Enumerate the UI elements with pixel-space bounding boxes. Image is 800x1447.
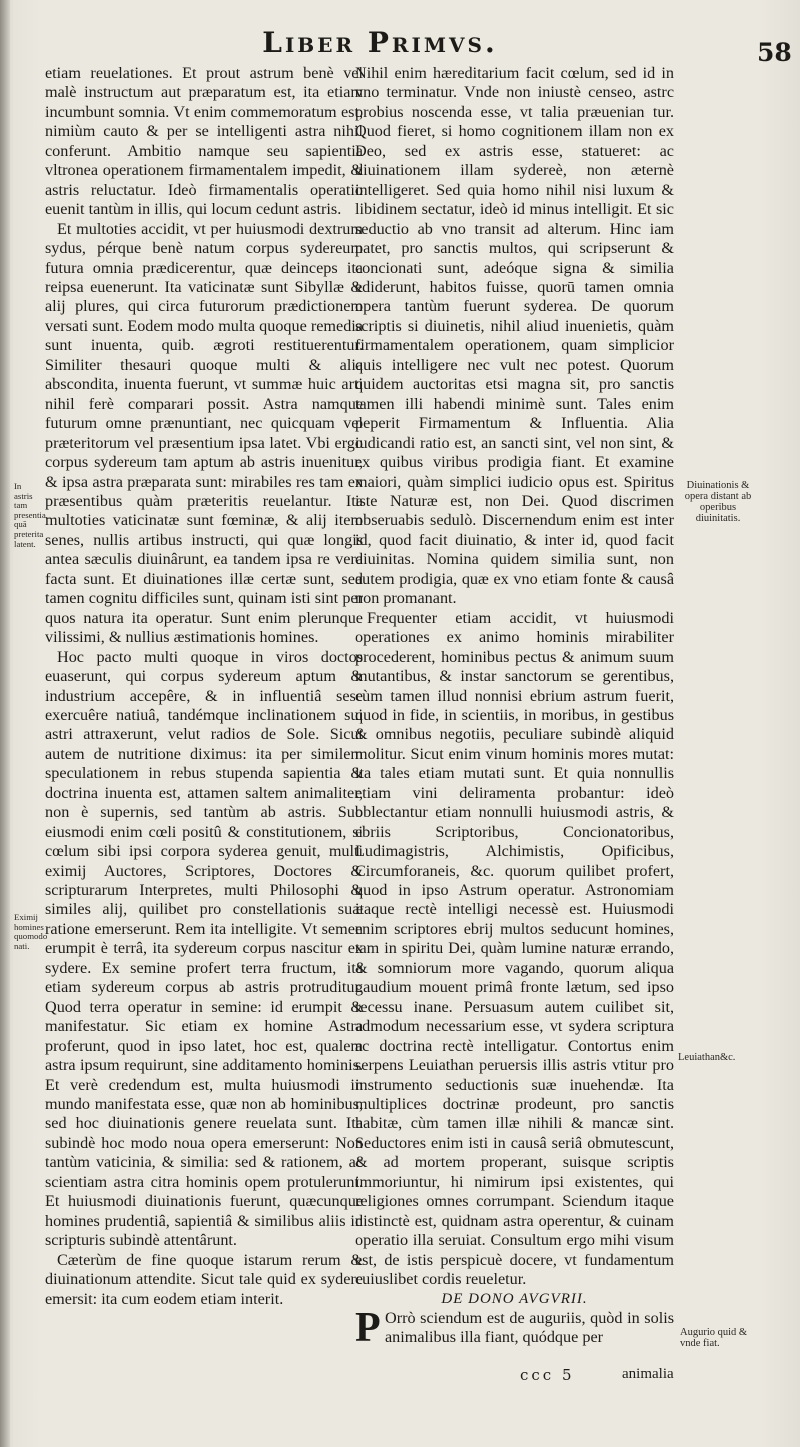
binding-gutter	[0, 0, 10, 1447]
right-column	[355, 64, 674, 1351]
margin-note: Diuinationis & opera distant ab operibus diuinitatis.	[684, 480, 752, 524]
signature-mark: ccc 5	[520, 1366, 575, 1384]
margin-note: Leuiathan&c.	[678, 1052, 736, 1063]
section-first-line	[355, 1305, 674, 1351]
section-heading: DE DONO AVGVRII.	[441, 1290, 588, 1307]
paragraph: Hoc pacto multi quoque in viros doctos euaserunt, qui corpus sydereum aptum & industrium accepêre, & in influentiâ sese exercuêre natiuâ, tandémque inclinationem sui astri attraxerunt, velut radios de Sole. Sicut autem de nutritione diximus: ita per similem speculationem in rebus stupenda sapientia & doctrina inuenta est, attamen saltem animaliter, non è supernis, sed tantùm ab astris. Sub eiusmodi enim cœli positû & constitutionem, si cœlum sibi ipsi corpora syderea genuit, multi eximij Auctores, Scriptores, Doctores & scripturarum Interpretes, multi Philosophi & similes alij, quilibet pro constellationis suæ ratione emerserunt. Rem ita intelligite. Vt semen erumpit è terrâ, ita sydereum corpus nascitur ex sydere. Ex semine profert terra fructum, ita etiam sydereum corpus ab astris protruditur. Quod terra operatur in semine: id erumpit & manifestatur. Sic etiam ex homine Astra proferunt, quod in ipso latet, hoc est, qualem astra ipsum requirunt, sine additamento hominis. Et verè credendum est, multa huiusmodi in mundo manifestata esse, quæ non ab hominibus, sed hoc diuinationis genere reuelata sunt. Ita subindè hoc modo noua opera emerserunt: Non tantùm vaticinia, & similia: sed & rationem, ac scientiam astra citra hominis opem protulerunt. Et huiusmodi diuinationis fuerunt, quæcunque homines prudentiâ, sapientiâ & similibus aliis in scripturis subindè attentârunt.	[45, 647, 363, 1250]
margin-note: Augurio quid & vnde fiat.	[680, 1327, 748, 1349]
paragraph: etiam reuelationes. Et prout astrum benè vel malè instructum aut præparatum est, ita etiam incumbunt somnia. Vt enim commemoratum est, nimiùm cauto & per se intelligenti astra nihil conferunt. Ambitio namque seu sapientia vltronea operationem firmamentalem impedit, & astris reluctatur. Ideò firmamentalis operatio euenit tantùm in illis, qui locum cedunt astris.	[45, 64, 363, 219]
running-head: Liber Primvs.	[262, 26, 498, 59]
drop-capital: P	[355, 1305, 381, 1351]
paragraph: Nihil enim hæreditarium facit cœlum, sed id in vno terminatur. Vnde non iniustè censeo, astrc probius noscenda esse, vt talia præuenian tur. Quod fieret, si homo cognitionem illam non ex Deo, sed ex astris esse, statueret: ac diuinationem illam sydereè, non æternè intelligeret. Sed quia homo nihil nisi luxum & libidinem sectatur, ideò id minus intelligit. Et sic seductio ab vno transit ad alterum. Hinc iam patet, pro sanctis multos, qui scripserunt & concionati sunt, adeóque signa & similia ediderunt, habitos fuisse, quorū tamen omnia opera tantùm fuerunt syderea. De quorum scriptis si diuinetis, nihil aliud inuenietis, quàm firmamentalem operationem, quam simplicior quis intelligere nec vult nec potest. Quorum quidem auctoritas etsi magna sit, pro sanctis tamen illi habendi minimè sunt. Tales enim peperit Firmamentum & Influentia. Alia iudicandi ratio est, an sancti sint, vel non sint, & ex quibus viribus prodigia fiant. Et examine maiori, quàm simplici iudicio opus est. Spiritus iste Naturæ est, non Dei. Quod discrimen obseruabis sedulò. Discernendum enim est inter id, quod facit diuinatio, & inter id, quod facit diuinitas. Nomina quidem similia sunt, non autem prodigia, quæ ex vno etiam fonte & causâ non promanant.	[355, 64, 674, 608]
paragraph: Cæterùm de fine quoque istarum rerum & diuinationum attendite. Sicut tale quid ex sydere emersit: ita cum eodem etiam interit.	[45, 1250, 363, 1308]
paragraph: Frequenter etiam accidit, vt huiusmodi operationes ex animo hominis mirabiliter procederent, hominibus pectus & animum suum mutantibus, & instar sanctorum se gerentibus, cùm tamen illud nonnisi ebrium astrum fuerit, quod in fide, in scientiis, in moribus, in gestibus & omnibus negotiis, peculiare subindè aliquid molitur. Sicut enim vinum hominis mores mutat: ita tales etiam mutati sunt. Et quia nonnullis etiam vini deliramenta probantur: ideò oblectantur etiam nonnulli huiusmodi astris, & ebriis Scriptoribus, Concionatoribus, Ludimagistris, Alchimistis, Opificibus, Circumforaneis, &c. quorum quilibet profert, quod in ipso Astrum operatur. Astronomiam itaque rectè intelligi necessè est. Huiusmodi enim scriptores ebrij multos seducunt homines, tam in spiritu Dei, quàm lumine naturæ errando, & somniorum more vagando, quorum aliqua gaudium mouent primâ fronte lætum, sed ipso recessu inane. Persuasum autem cuilibet sit, admodum necessarium esse, vt sydera scriptura ac doctrina rectè intelligatur. Contortus enim serpens Leuiathan peruersis illis astris vtitur pro instrumento seductionis suæ inuehendæ. Ita multiplices doctrinæ prodeunt, pro sanctis habitæ, cùm tamen illæ nihili & mancæ sint. Seductores enim isti in causâ seriâ obmutescunt, & ad mortem properant, suisque scriptis immoriuntur, hi nimirum ipsi existentes, qui religiones omnes corrumpant. Sciendum itaque distinctè est, quidnam astra operentur, & cuinam operatio illa seruiat. Consultum ergo mihi visum est, de istis perspicuè docere, vt fundamentum cuiuslibet cordis reueletur.	[355, 608, 674, 1289]
margin-note: Eximij homines quomodo nati.	[14, 912, 48, 951]
catchword: animalia	[622, 1366, 674, 1382]
left-column	[45, 64, 363, 1309]
margin-note: In astris tam presentia, quā preterita latent.	[14, 481, 48, 549]
paragraph: Et multoties accidit, vt per huiusmodi dextrum sydus, pérque benè natum corpus sydereum futura omnia prædicerentur, quæ deinceps ita reipsa euenerunt. Ita vaticinatæ sunt Sibyllæ & alij plures, qui circa futurorum prædictionem versati sunt. Eodem modo multa quoque remedia sunt inuenta, quib. ægroti restituerentur. Similiter thesauri quoque multi & alia abscondita, inuenta fuerunt, vt summæ huic arti nihil ferè comparari possit. Astra namque futurum omne prænuntiant, nec quicquam vel præteritorum vel præsentium ipsa latet. Vbi ergo corpus sydereum tam aptum ab astris inuenitur, & ipsa astra præparata sunt: mirabiles res tam ex præsentibus quàm præteritis reuelantur. Ita multoties vaticinatæ sunt fœminæ, & alij item senes, nullis artibus instructi, qui quæ longis antea sæculis diuinârunt, ea tandem ipsa re vera facta sunt. Et diuinationes illæ certæ sunt, sed tamen cognitu difficiles sunt, quinam isti sint per quos natura ita operatur. Sunt enim plerunque vilissimi, & nullius æstimationis homines.	[45, 219, 363, 647]
page-number: 58	[757, 38, 792, 67]
section-text: Orrò sciendum est de auguriis, quòd in solis animalibus illa fiant, quódque per	[385, 1309, 674, 1347]
